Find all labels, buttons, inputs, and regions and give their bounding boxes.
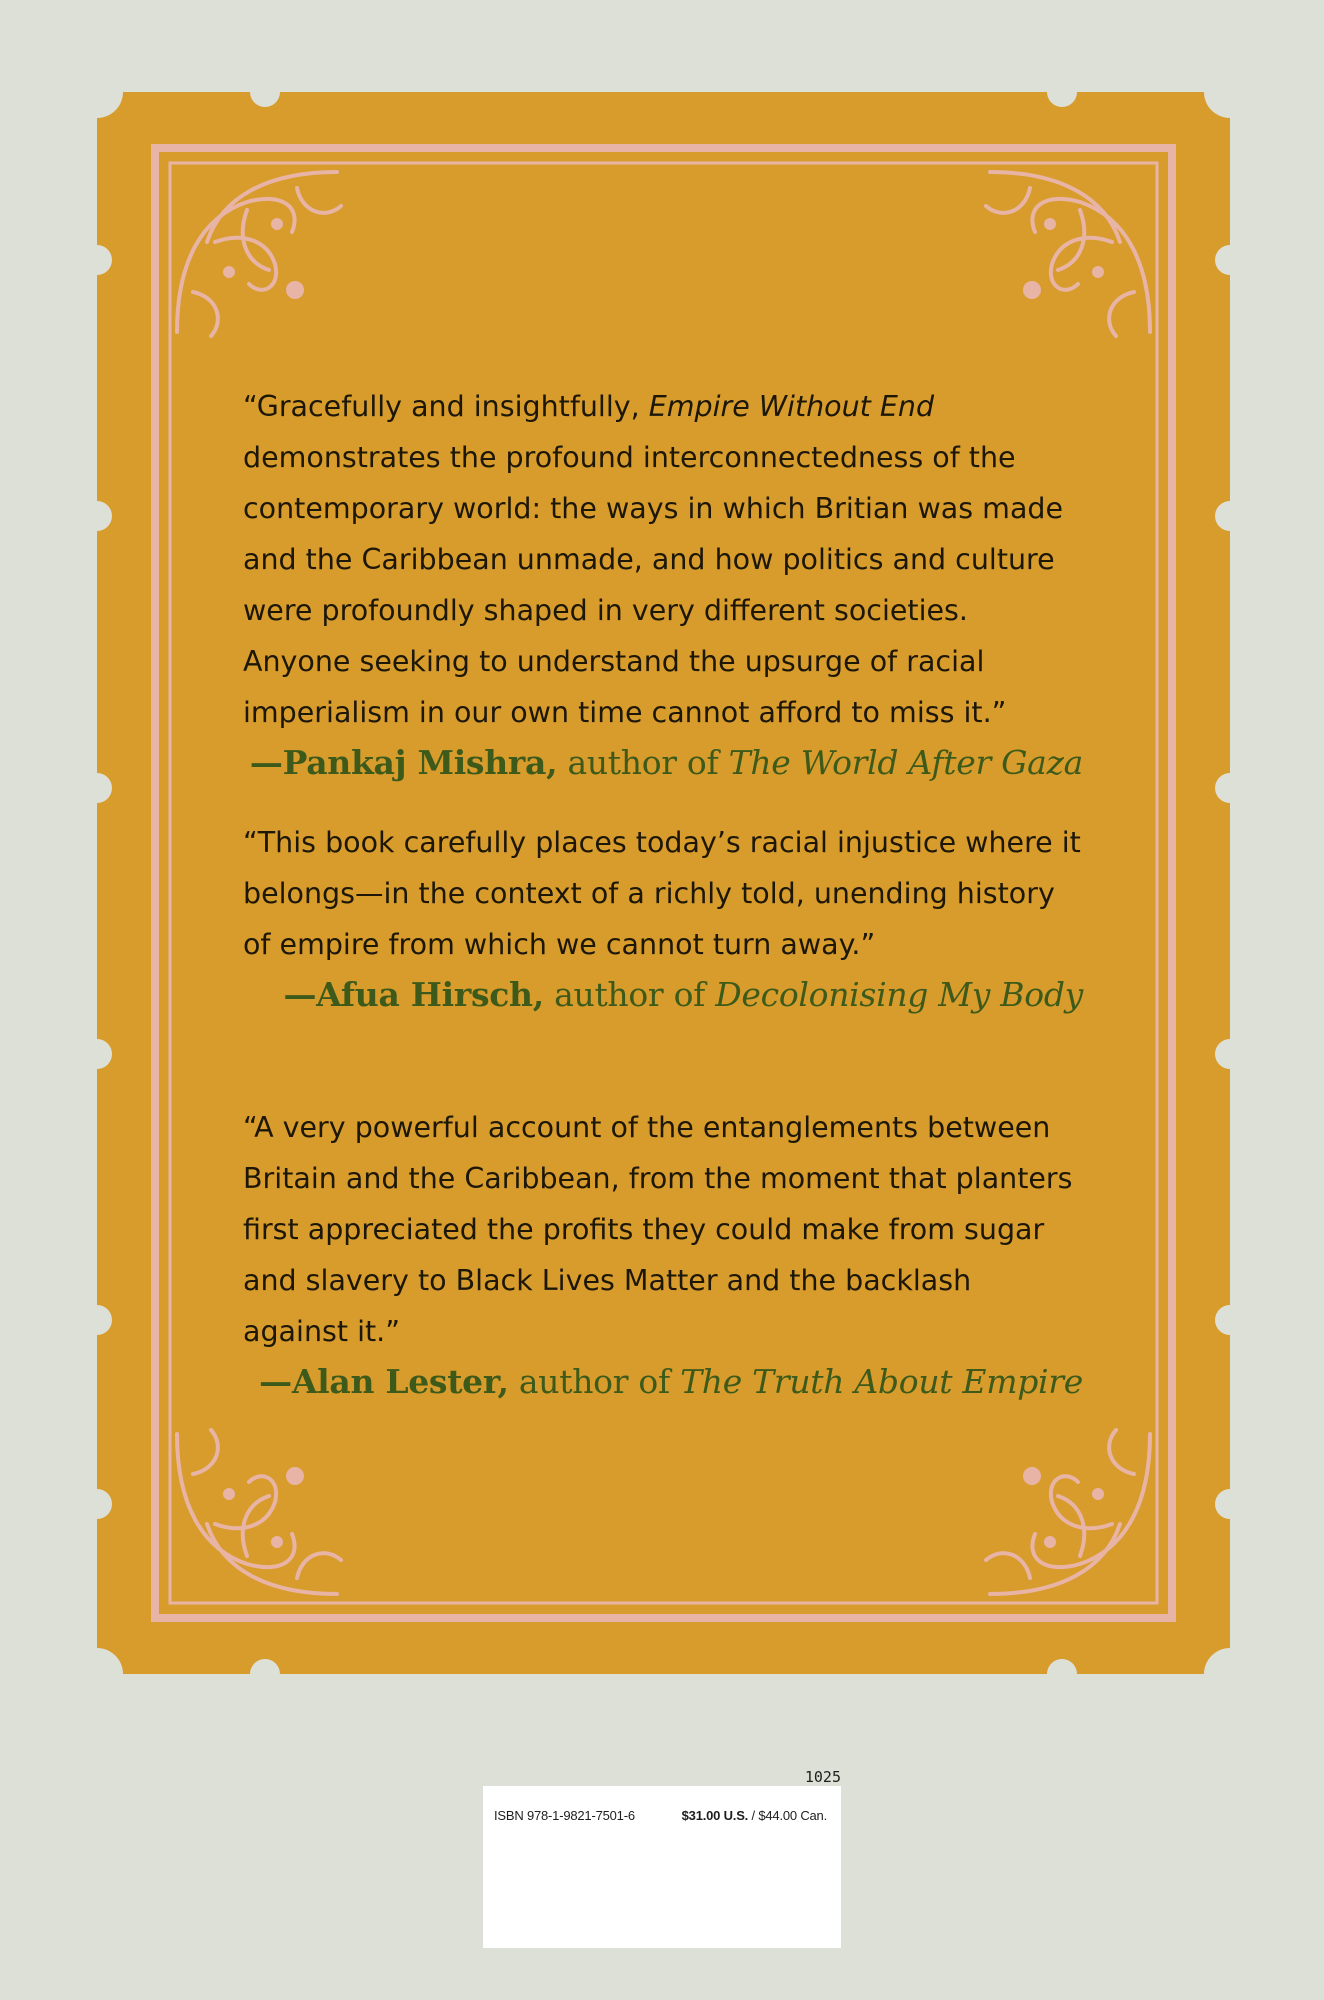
blurb-quote: “A very powerful account of the entanglements between Britain and the Caribbean, from the moment that planters first appreciated the profits they could make from sugar and slavery to Black Lives Matter and the backlash against it.”: [243, 1111, 1073, 1348]
blurb-lester: [243, 1102, 1083, 1407]
price-text: $31.00 U.S. / $44.00 Can.: [681, 1808, 827, 1823]
corner-flourish-top-right: [986, 172, 1150, 336]
blurb-hirsch: [243, 817, 1083, 1020]
blurb-mishra: [243, 381, 1083, 788]
author-name: —Alan Lester,: [259, 1362, 509, 1401]
blurb-attribution: —Afua Hirsch, author of Decolonising My Body: [283, 975, 1083, 1014]
corner-flourish-bottom-right: [986, 1430, 1150, 1594]
barcode-box: [483, 1786, 841, 1948]
blurb-quote: “This book carefully places today’s racial injustice where it belongs—in the context of a richly told, unending history of empire from which we cannot turn away.”: [243, 826, 1081, 961]
book-title: Empire Without End: [648, 390, 935, 423]
author-book: The Truth About Empire: [680, 1362, 1083, 1401]
price-can: $44.00 Can.: [758, 1808, 827, 1823]
isbn-text: ISBN 978-1-9821-7501-6: [494, 1808, 635, 1823]
author-name: —Afua Hirsch,: [283, 975, 544, 1014]
corner-flourish-bottom-left: [177, 1430, 341, 1594]
author-name: —Pankaj Mishra,: [249, 743, 558, 782]
author-book: Decolonising My Body: [715, 975, 1083, 1014]
blurb-quote: “Gracefully and insightfully, Empire Without End demonstrates the profound interconnectedness of the contemporary world: the ways in which Britian was made and the Caribbean unmade, and how politics and culture were profoundly shaped in very different societies. Anyone seeking to understand the upsurge of racial imperialism in our own time cannot afford to miss it.”: [243, 390, 1064, 729]
price-us: $31.00 U.S.: [681, 1808, 749, 1823]
corner-flourish-top-left: [177, 172, 341, 336]
catalog-code: 1025: [804, 1768, 841, 1786]
blurb-attribution: —Alan Lester, author of The Truth About Empire: [259, 1362, 1083, 1401]
author-book: The World After Gaza: [728, 743, 1083, 782]
blurb-attribution: —Pankaj Mishra, author of The World After Gaza: [249, 743, 1083, 782]
